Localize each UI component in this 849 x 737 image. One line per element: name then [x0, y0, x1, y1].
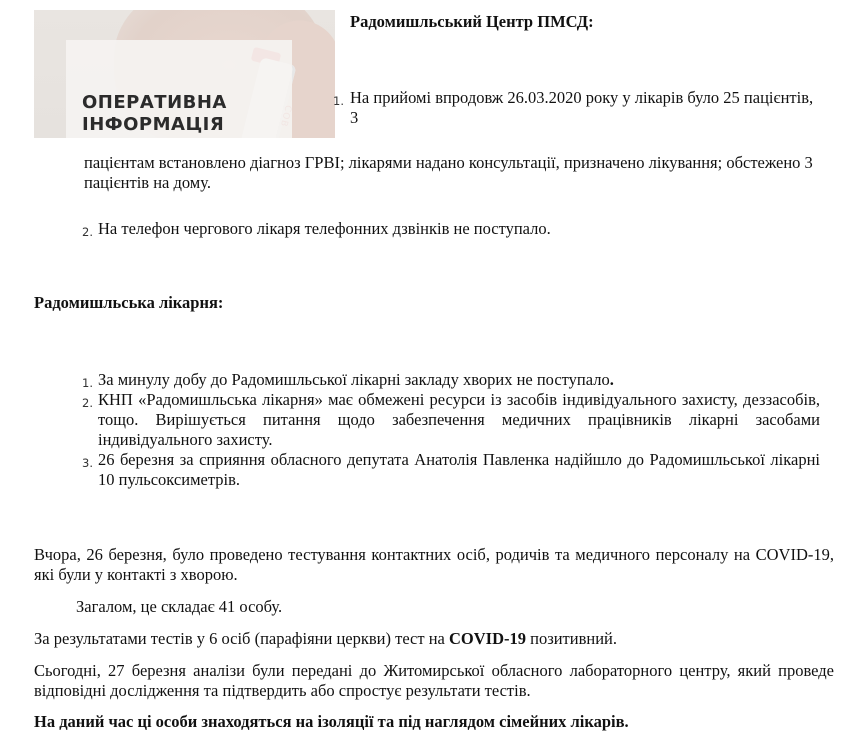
testing-paragraph-5: На даний час ці особи знаходяться на ізоляції та під наглядом сімейних лікарів. [34, 712, 629, 731]
thumbnail-caption-line2: ІНФОРМАЦІЯ [82, 114, 225, 135]
testing-paragraph-3 [34, 629, 834, 649]
hospital-item-1 [98, 370, 818, 390]
thumbnail-caption-line1: ОПЕРАТИВНА [82, 92, 227, 113]
hospital-item-1-tail: . [609, 370, 614, 389]
pmsd-item-2-text: На телефон чергового лікаря телефонних дзвінків не поступало. [98, 219, 551, 238]
thumbnail-caption [82, 92, 292, 136]
hospital-item-2-text [98, 390, 820, 450]
pmsd-item-1-number: 1. [333, 94, 344, 108]
hospital-item-1-text: За минулу добу до Радомишльської лікарні закладу хворих не поступало [98, 370, 610, 389]
news-thumbnail[interactable] [34, 10, 335, 138]
pmsd-item-1-text-part2: пацієнтам встановлено діагноз ГРВІ; лікарями надано консультації, призначено лікування; обстежено 3 пацієнтів на дому. [84, 153, 813, 192]
testing-p3-after: позитивний. [526, 629, 617, 648]
testing-p3-before: За результатами тестів у 6 осіб (парафіяни церкви) тест на [34, 629, 449, 648]
hospital-item-1-number: 1. [82, 376, 93, 390]
testing-paragraph-4: Сьогодні, 27 березня аналізи були передані до Житомирської обласного лабораторного центру, який проведе відповідні дослідження та підтвердить або спростує результати тестів. [34, 661, 834, 700]
pmsd-item-1-text-part1: На прийомі впродовж 26.03.2020 року у лікарів було 25 пацієнтів, 3 [350, 88, 814, 127]
testing-p3-covid: COVID-19 [449, 629, 526, 648]
hospital-item-2-number: 2. [82, 396, 93, 410]
pmsd-item-2-number: 2. [82, 225, 93, 239]
hospital-item-3-number: 3. [82, 456, 93, 470]
hospital-item-2-body: КНП «Радомишльська лікарня» має обмежені ресурси із засобів індивідуального захисту, деззасобів, тощо. Вирішується питання щодо забезпечення медичних працівників лікарні засобами індивідуального захисту. [98, 390, 820, 449]
testing-paragraph-2: Загалом, це складає 41 особу. [76, 597, 283, 616]
pmsd-heading: Радомишльський Центр ПМСД: [350, 12, 594, 31]
testing-paragraph-1: Вчора, 26 березня, було проведено тестування контактних осіб, родичів та медичного персоналу на COVID-19, які були у контакті з хворою. [34, 545, 834, 584]
hospital-item-3-text: 26 березня за сприяння обласного депутата Анатолія Павленка надійшло до Радомишльської лікарні 10 пульсоксиметрів. [98, 450, 820, 489]
hospital-heading: Радомишльська лікарня: [34, 293, 224, 312]
